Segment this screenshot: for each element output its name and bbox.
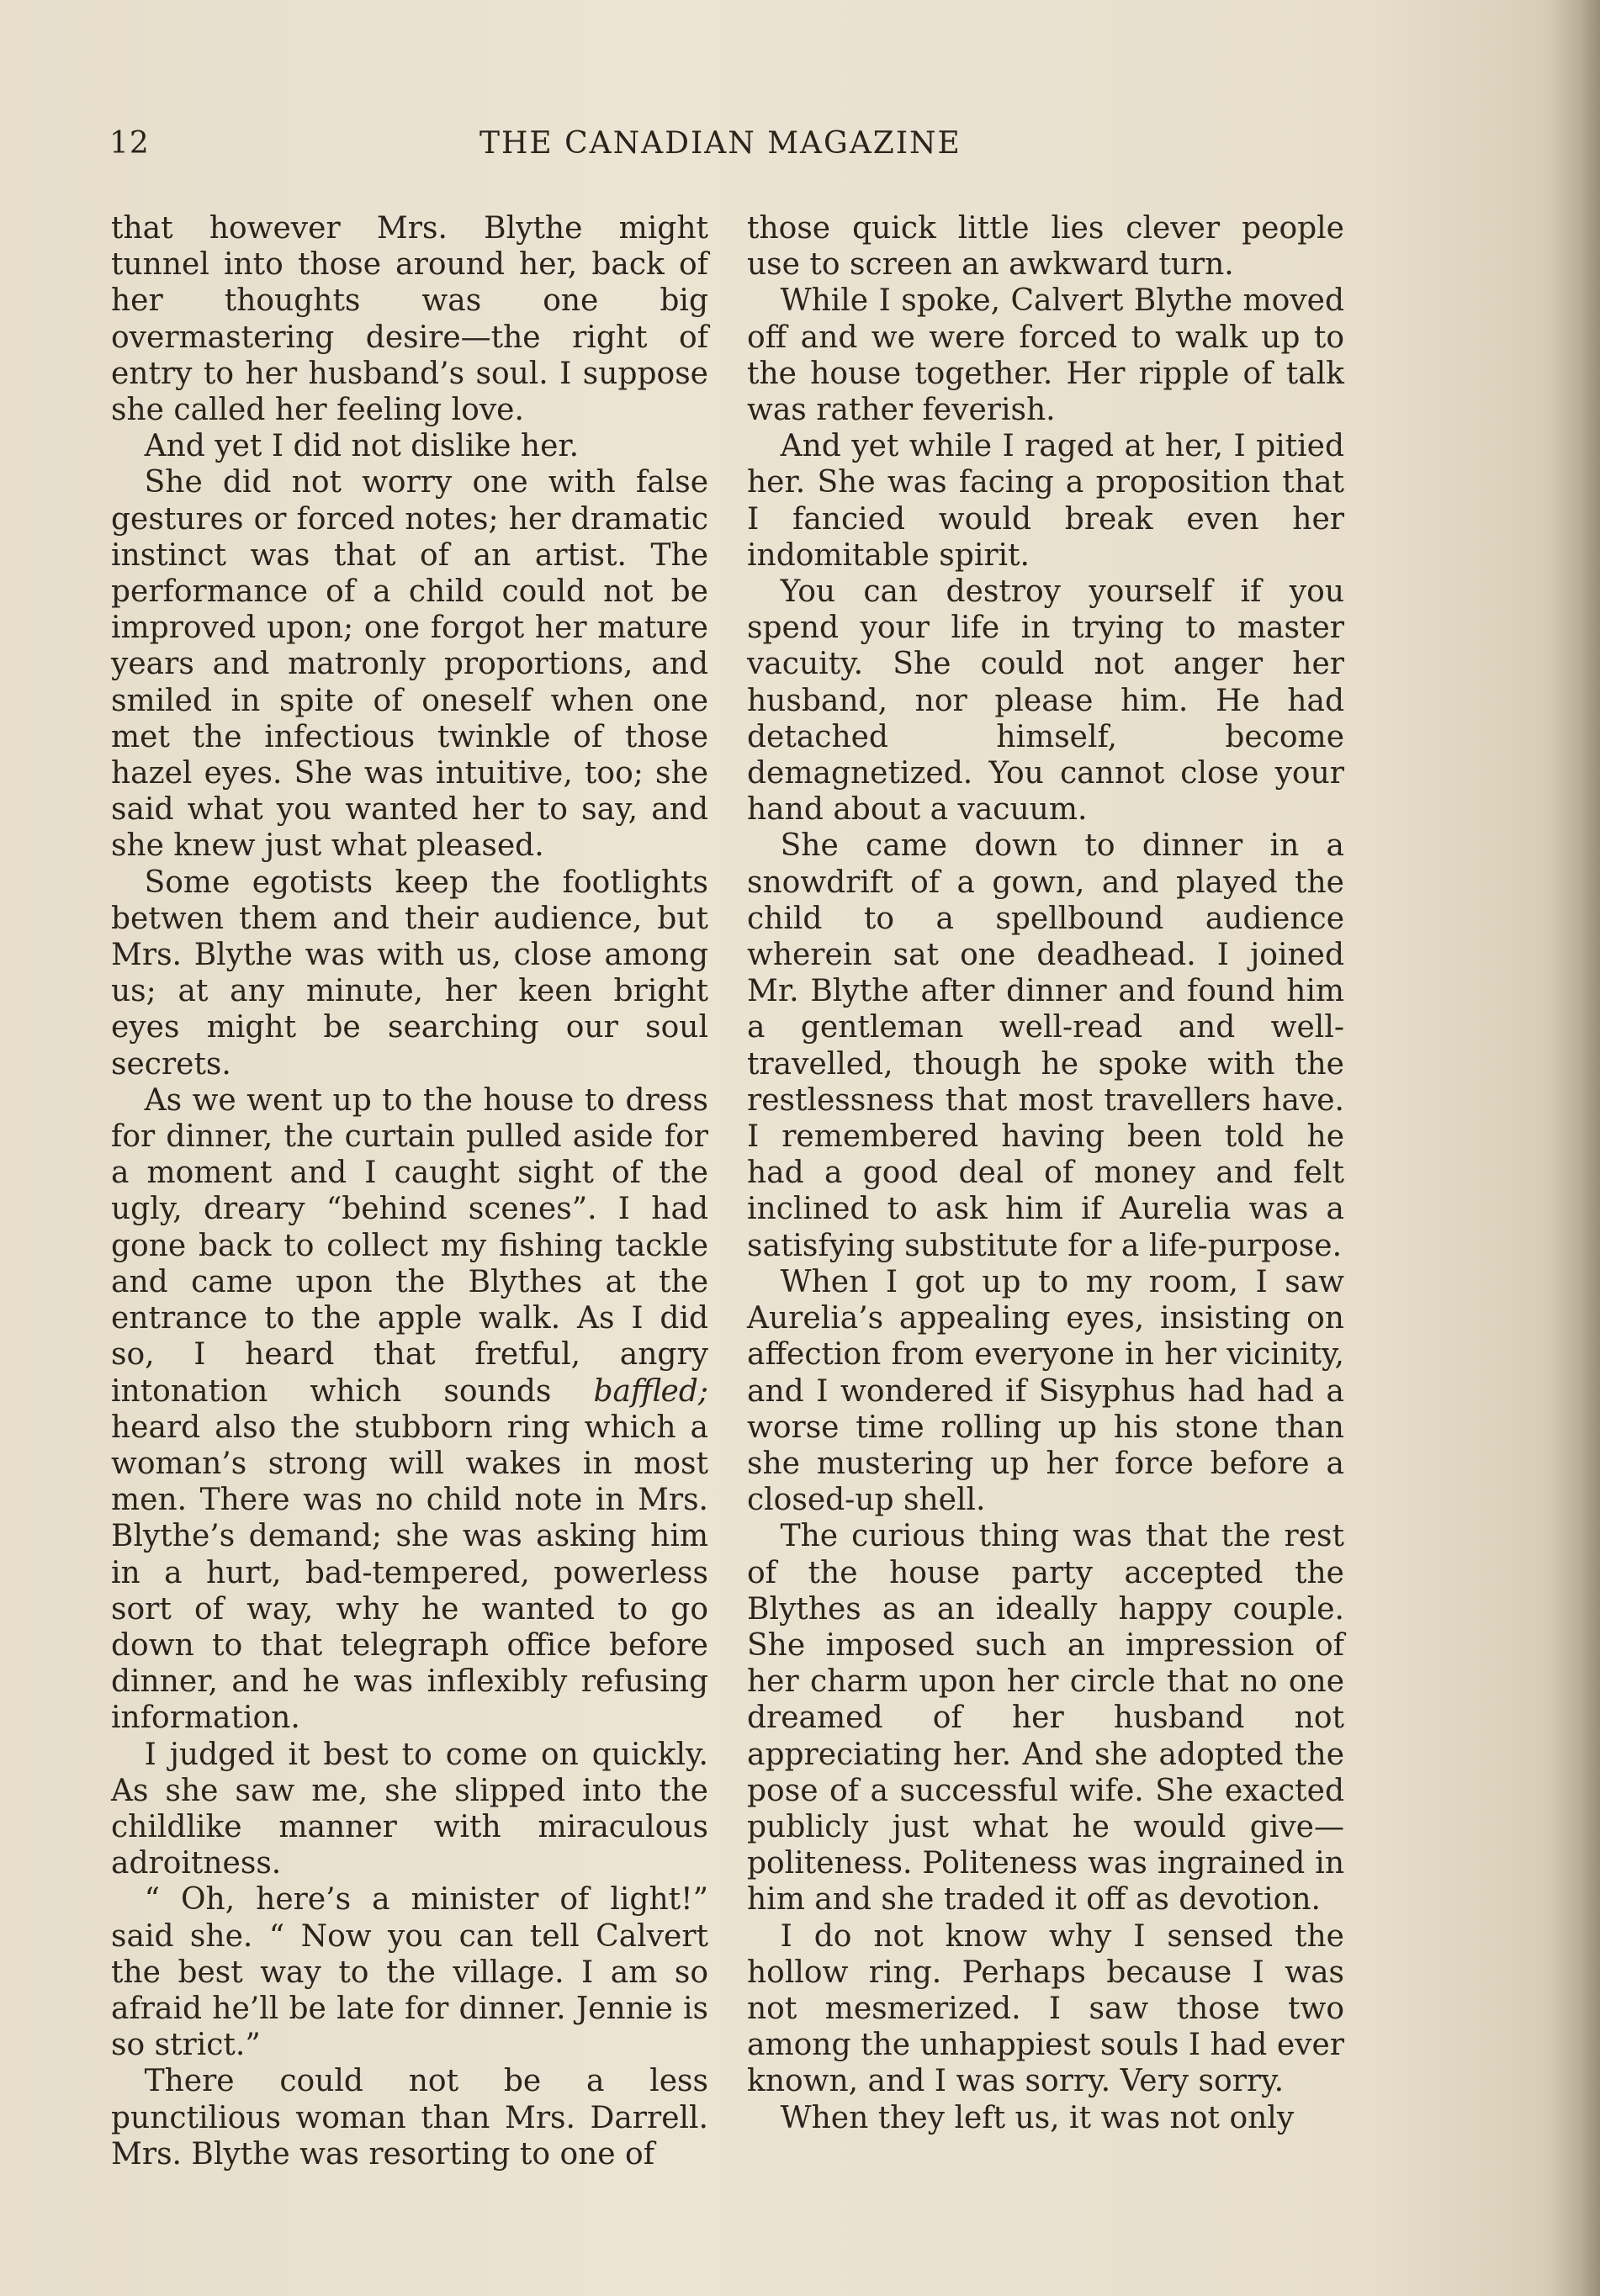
paragraph: I do not know why I sensed the hollow ring. Perhaps because I was not mesmerized. I saw those two among the unhappiest souls I had ever known, and I was sorry. Very sorry.: [747, 1918, 1344, 2099]
right-column: [747, 210, 1344, 2136]
paragraph: “ Oh, here’s a minister of light!” said she. “ Now you can tell Calvert the best way to the village. I am so afraid he’ll be late for dinner. Jennie is so strict.”: [111, 1882, 708, 2063]
paragraph: that however Mrs. Blythe might tunnel into those around her, back of her thoughts was one big overmastering desire—the right of entry to her husband’s soul. I suppose she called her feeling love.: [111, 211, 708, 428]
paragraph: [111, 1082, 708, 1737]
paragraph: She did not worry one with false gestures or forced notes; her dramatic instinct was that of an artist. The performance of a child could not be improved upon; one forgot her mature years and matronly proportions, and smiled in spite of oneself when one met the infectious twinkle of those hazel eyes. She was intuitive, too; she said what you wanted her to say, and she knew just what pleased.: [111, 465, 708, 864]
left-column: [111, 210, 708, 2172]
paragraph: And yet while I raged at her, I pitied her. She was facing a proposition that I fancied would break even her indomitable spirit.: [747, 429, 1344, 573]
paragraph: There could not be a less punctilious woman than Mrs. Darrell. Mrs. Blythe was resorting to one of: [111, 2064, 708, 2172]
running-title: THE CANADIAN MAGAZINE: [479, 126, 962, 161]
paragraph: When I got up to my room, I saw Aurelia’s appealing eyes, insisting on affection from everyone in her vicinity, and I wondered if Sisyphus had had a worse time rolling up his stone than she mustering up her force before a closed-up shell.: [747, 1264, 1344, 1518]
paragraph: Some egotists keep the footlights betwen them and their audience, but Mrs. Blythe was with us, close among us; at any minute, her keen bright eyes might be searching our soul secrets.: [111, 865, 708, 1082]
paragraph: While I spoke, Calvert Blythe moved off and we were forced to walk up to the house together. Her ripple of talk was rather feverish.: [747, 283, 1344, 428]
paragraph: The curious thing was that the rest of the house party accepted the Blythes as an ideally happy couple. She imposed such an impression of her charm upon her circle that no one dreamed of her husband not appreciating her. And she adopted the pose of a successful wife. She exacted publicly just what he would give—politeness. Politeness was ingrained in him and she traded it off as devotion.: [747, 1519, 1344, 1918]
page-header: [109, 126, 1346, 168]
paragraph: I judged it best to come on quickly. As she saw me, she slipped into the childlike manner with miraculous adroitness.: [111, 1737, 708, 1881]
paragraph: She came down to dinner in a snowdrift of a gown, and played the child to a spellbound audience wherein sat one deadhead. I joined Mr. Blythe after dinner and found him a gentleman well-read and well-travelled, though he spoke with the restlessness that most travellers have. I remembered having been told he had a good deal of money and felt inclined to ask him if Aurelia was a satisfying substitute for a life-purpose.: [747, 828, 1344, 1263]
paragraph: those quick little lies clever people use to screen an awkward turn.: [747, 211, 1344, 283]
paragraph-text: heard also the stubborn ring which a woman’s strong will wakes in most men. There was no child note in Mrs. Blythe’s demand; she was asking him in a hurt, bad-tempered, powerless sort of way, why he wanted to go down to that telegraph office before dinner, and he was inflexibly refusing information.: [111, 1410, 708, 1736]
page-spine-shadow: [1550, 0, 1600, 2296]
page-number: 12: [109, 126, 150, 161]
italic-word: baffled;: [593, 1373, 708, 1409]
paragraph: You can destroy yourself if you spend your life in trying to master vacuity. She could not anger her husband, nor please him. He had detached himself, become demagnetized. You cannot close your hand about a vacuum.: [747, 574, 1344, 828]
paragraph: And yet I did not dislike her.: [144, 429, 580, 464]
paragraph: When they left us, it was not only: [780, 2100, 1295, 2135]
paragraph-text: As we went up to the house to dress for dinner, the curtain pulled aside for a moment and I caught sight of the ugly, dreary “behind scenes”. I had gone back to collect my fishing tackle and came upon the Blythes at the entrance to the apple walk. As I did so, I heard that fretful, angry intonation which sounds: [111, 1082, 708, 1409]
